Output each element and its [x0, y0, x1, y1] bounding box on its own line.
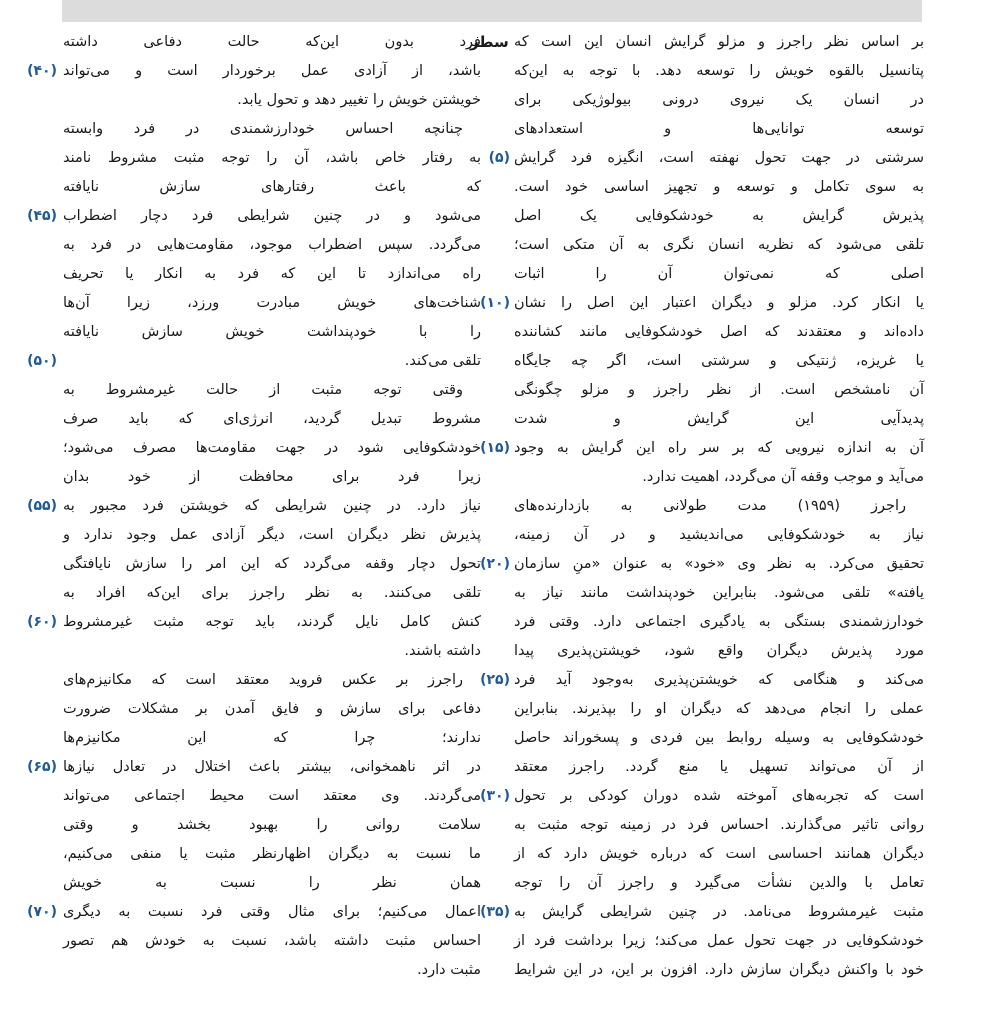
- line-text: می‌گردند. وی معتقد است محیط اجتماعی می‌تواند: [63, 788, 481, 804]
- line-text: یافته» تلقی می‌شود. بنابراین خودپنداشت مانند نیاز به: [514, 585, 924, 601]
- left-column-line: [63, 579, 481, 608]
- line-text: روانی تاثیر می‌گذارند. احساس فرد در زمینه توجه مثبت به: [514, 817, 924, 833]
- left-column-line: [63, 927, 481, 956]
- right-column-line: [514, 869, 924, 898]
- right-column-line: [514, 840, 924, 869]
- right-text-column: [470, 28, 924, 985]
- right-column-line: [514, 86, 924, 115]
- left-column-line: [63, 869, 481, 898]
- left-column-line: [63, 463, 481, 492]
- right-column-line: [514, 753, 924, 782]
- line-text: آن نامشخص است. از نظر راجرز و مزلو چگونگی: [514, 382, 924, 398]
- line-text: توسعه توانایی‌ها و استعدادهای: [514, 121, 924, 137]
- line-text: پدیدآیی این گرایش و شدت: [514, 411, 924, 427]
- left-column-line: [63, 289, 481, 318]
- left-column-line: [27, 202, 481, 231]
- line-text: زیرا فرد برای محافظت از خود بدان: [63, 469, 481, 485]
- right-column-line: [514, 608, 924, 637]
- line-text: پذیرش گرایش به خودشکوفایی یک اصل: [514, 208, 924, 224]
- left-column-line: [63, 115, 481, 144]
- left-column-line: [63, 956, 481, 985]
- line-text: راجرز بر عکس فروید معتقد است که مکانیزم‌های: [63, 672, 463, 688]
- right-column-line: [480, 898, 924, 927]
- line-text: در انسان یک نیروی درونی بیولوژیکی برای: [514, 92, 924, 108]
- line-number: (۲۵): [480, 672, 510, 688]
- line-number: (۵): [488, 150, 510, 166]
- line-text: کنش کامل نایل گردند، باید توجه مثبت غیرمشروط: [63, 614, 481, 630]
- right-column-line: [514, 463, 924, 492]
- left-column-line: [63, 724, 481, 753]
- line-text: راه می‌اندازد تا این که فرد به انکار یا تحریف: [63, 266, 481, 282]
- right-column-line: [514, 173, 924, 202]
- line-text: از آن می‌تواند تسهیل یا منع گردد. راجرز معتقد: [514, 759, 924, 775]
- line-number: (۴۵): [27, 208, 57, 224]
- right-column-line: [480, 289, 924, 318]
- line-text: وقتی توجه مثبت از حالت غیرمشروط به: [63, 382, 463, 398]
- left-column-line: [63, 318, 481, 347]
- right-column-line: [470, 28, 924, 57]
- right-column-line: [514, 231, 924, 260]
- line-text: است که تجربه‌های آموخته شده دوران کودکی بر تحول: [514, 788, 924, 804]
- line-text: مشروط تبدیل گردید، انرژی‌ای که باید صرف: [63, 411, 481, 427]
- left-column-line: [63, 376, 481, 405]
- right-column-line: [514, 724, 924, 753]
- line-text: مثبت غیرمشروط می‌نامد. در چنین شرایطی گرایش به: [514, 904, 924, 920]
- left-column-line: [63, 231, 481, 260]
- line-text: در اثر ناهمخوانی، بیشتر باعث اختلال در تعادل نیازها: [63, 759, 481, 775]
- left-column-line: [63, 405, 481, 434]
- line-text: دفاعی برای سازش و فایق آمدن بر مشکلات ضرورت: [63, 701, 481, 717]
- right-column-line: [514, 405, 924, 434]
- line-text: تلقی می‌کند.: [404, 353, 481, 369]
- right-column-line: [514, 579, 924, 608]
- left-column-line: [63, 521, 481, 550]
- line-number: (۶۵): [27, 759, 57, 775]
- line-text: خودشکوفایی به وسیله روابط بین فردی و پسخوراند حاصل: [514, 730, 924, 746]
- line-text: عملی را انجام می‌دهد که دیگران او را بپذیرند. بنابراین: [514, 701, 924, 717]
- right-column-line: [480, 666, 924, 695]
- line-text: تحول دچار وقفه می‌گردد که این امر را سازش نایافتگی: [63, 556, 481, 572]
- line-text: مثبت دارد.: [417, 962, 481, 978]
- left-column-line: [63, 782, 481, 811]
- line-text: می‌آید و موجب وقفه آن می‌گردد، اهمیت ندارد.: [642, 469, 924, 485]
- line-text: یا انکار کرد. مزلو و دیگران اعتبار این اصل را نشان: [514, 295, 924, 311]
- line-text: تلقی می‌کنند. به نظر راجرز برای این‌که افراد به: [63, 585, 481, 601]
- right-column-line: [514, 492, 924, 521]
- line-text: نیاز دارد. در چنین شرایطی که خویشتن فرد مجبور به: [63, 498, 481, 514]
- line-number: (۳۰): [480, 788, 510, 804]
- left-column-line: [27, 347, 481, 376]
- right-column-line: [480, 550, 924, 579]
- line-text: تلقی می‌شود که نظریه انسان نگری به آن متکی است؛: [514, 237, 924, 253]
- line-text: یا غریزه، ژنتیکی و سرشتی است، اگر چه جایگاه: [514, 353, 924, 369]
- line-text: سلامت روانی را بهبود بخشد و وقتی: [63, 817, 481, 833]
- left-text-column: [27, 28, 481, 985]
- left-column-line: [27, 57, 481, 86]
- right-column-line: [514, 57, 924, 86]
- line-text: احساس مثبت داشته باشد، نسبت به خودش هم تصور: [63, 933, 481, 949]
- left-column-line: [63, 811, 481, 840]
- left-column-line: [63, 840, 481, 869]
- line-text: خودشکوفایی در جهت تحول عمل می‌کند؛ زیرا برداشت فرد از: [514, 933, 924, 949]
- right-column-line: [514, 115, 924, 144]
- right-column-line: [514, 318, 924, 347]
- line-text: پتانسیل بالقوه خویش را توسعه دهد. با توجه به این‌که: [514, 63, 924, 79]
- right-column-line: [514, 260, 924, 289]
- line-text: به سوی تکامل و توسعه و تجهیز اساسی خود است.: [514, 179, 924, 195]
- line-number: (۴۰): [27, 63, 57, 79]
- line-number: (۳۵): [480, 904, 510, 920]
- right-column-line: [514, 811, 924, 840]
- line-number: (۷۰): [27, 904, 57, 920]
- right-column-line: [514, 376, 924, 405]
- right-column-line: [480, 434, 924, 463]
- line-text: نیاز به خودشکوفایی می‌اندیشید و در آن زمینه،: [514, 527, 924, 543]
- line-text: همان نظر را نسبت به خویش: [63, 875, 481, 891]
- left-column-line: [27, 898, 481, 927]
- left-column-line: [63, 144, 481, 173]
- left-column-line: [63, 86, 481, 115]
- line-text: شناخت‌های خویش مبادرت ورزد، زیرا آن‌ها: [63, 295, 481, 311]
- left-column-line: [63, 666, 481, 695]
- left-column-line: [63, 28, 481, 57]
- line-text: پذیرش نظر دیگران است، دیگر آزادی عمل وجود ندارد و: [63, 527, 481, 543]
- right-column-line: [514, 202, 924, 231]
- line-number: (۵۰): [27, 353, 57, 369]
- top-gray-bar: [62, 0, 922, 22]
- line-text: خود با واکنش دیگران سازش دارد. افزون بر این، در این شرایط: [514, 962, 924, 978]
- left-column-line: [63, 637, 481, 666]
- line-text: راجرز (۱۹۵۹) مدت طولانی به بازدارنده‌های: [514, 498, 906, 514]
- right-column-line: [514, 695, 924, 724]
- line-number: (۱۵): [480, 440, 510, 456]
- line-text: می‌شود و در چنین شرایطی فرد دچار اضطراب: [63, 208, 481, 224]
- line-text: باشد، از آزادی عمل برخوردار است و می‌تواند: [63, 63, 481, 79]
- right-column-line: [514, 521, 924, 550]
- left-column-line: [63, 260, 481, 289]
- line-text: مورد پذیرش دیگران واقع شود، خویشتن‌پذیری پیدا: [514, 643, 924, 659]
- line-text: خودشکوفایی شود در جهت مقاومت‌ها مصرف می‌شود؛: [63, 440, 481, 456]
- left-column-line: [27, 753, 481, 782]
- right-column-line: [514, 927, 924, 956]
- left-column-line: [63, 434, 481, 463]
- left-column-line: [63, 550, 481, 579]
- line-text: می‌گردد. سپس اضطراب موجود، مقاومت‌هایی در فرد به: [63, 237, 481, 253]
- line-text: چنانچه احساس خودارزشمندی در فرد وابسته: [63, 121, 463, 137]
- line-number: (۱۰): [480, 295, 510, 311]
- line-text: تعامل با والدین نشأت می‌گیرد و راجرز آن را توجه: [514, 875, 924, 891]
- left-column-line: [63, 695, 481, 724]
- left-column-line: [63, 173, 481, 202]
- column-header-label: سطر: [470, 33, 509, 51]
- right-column-line: [514, 637, 924, 666]
- line-text: که باعث رفتارهای سازش نایافته: [63, 179, 481, 195]
- line-text: خویشتن خویش را تغییر دهد و تحول یابد.: [237, 92, 481, 108]
- line-text: بر اساس نظر راجرز و مزلو گرایش انسان این است که: [514, 34, 924, 50]
- right-column-line: [514, 347, 924, 376]
- right-column-line: [488, 144, 924, 173]
- line-text: اصلی که نمی‌توان آن را اثبات: [514, 266, 924, 282]
- line-number: (۵۵): [27, 498, 57, 514]
- line-text: اعمال می‌کنیم؛ برای مثال وقتی فرد نسبت به دیگری: [63, 904, 481, 920]
- line-text: داده‌اند و معتقدند که اصل خودشکوفایی مانند کشاننده: [514, 324, 924, 340]
- left-column-line: [27, 608, 481, 637]
- line-text: ندارند؛ چرا که این مکانیزم‌ها: [63, 730, 481, 746]
- right-column-line: [514, 956, 924, 985]
- line-text: داشته باشند.: [404, 643, 481, 659]
- line-text: می‌کند و هنگامی که خویشتن‌پذیری به‌وجود آید فرد: [514, 672, 924, 688]
- line-text: دیگران همانند احساسی است که درباره خویش دارد که از: [514, 846, 924, 862]
- line-number: (۶۰): [27, 614, 57, 630]
- line-text: را با خودپنداشت خویش سازش نایافته: [63, 324, 481, 340]
- line-text: فرد بدون این‌که حالت دفاعی داشته: [63, 34, 481, 50]
- line-text: آن به اندازه نیرویی که بر سر راه این گرایش به وجود: [514, 440, 924, 456]
- line-text: تحقیق می‌کرد. به نظر وی «خود» به عنوان «منِ سازمان: [514, 556, 924, 572]
- right-column-line: [480, 782, 924, 811]
- line-text: ما نسبت به دیگران اظهارنظر مثبت یا منفی می‌کنیم،: [63, 846, 481, 862]
- line-text: سرشتی در جهت تحول نهفته است، انگیزه فرد گرایش: [514, 150, 924, 166]
- left-column-line: [27, 492, 481, 521]
- line-text: خودارزشمندی بستگی به یادگیری اجتماعی دارد. وقتی فرد: [514, 614, 924, 630]
- line-text: به رفتار خاص باشد، آن را توجه مثبت مشروط نامند: [63, 150, 481, 166]
- line-number: (۲۰): [480, 556, 510, 572]
